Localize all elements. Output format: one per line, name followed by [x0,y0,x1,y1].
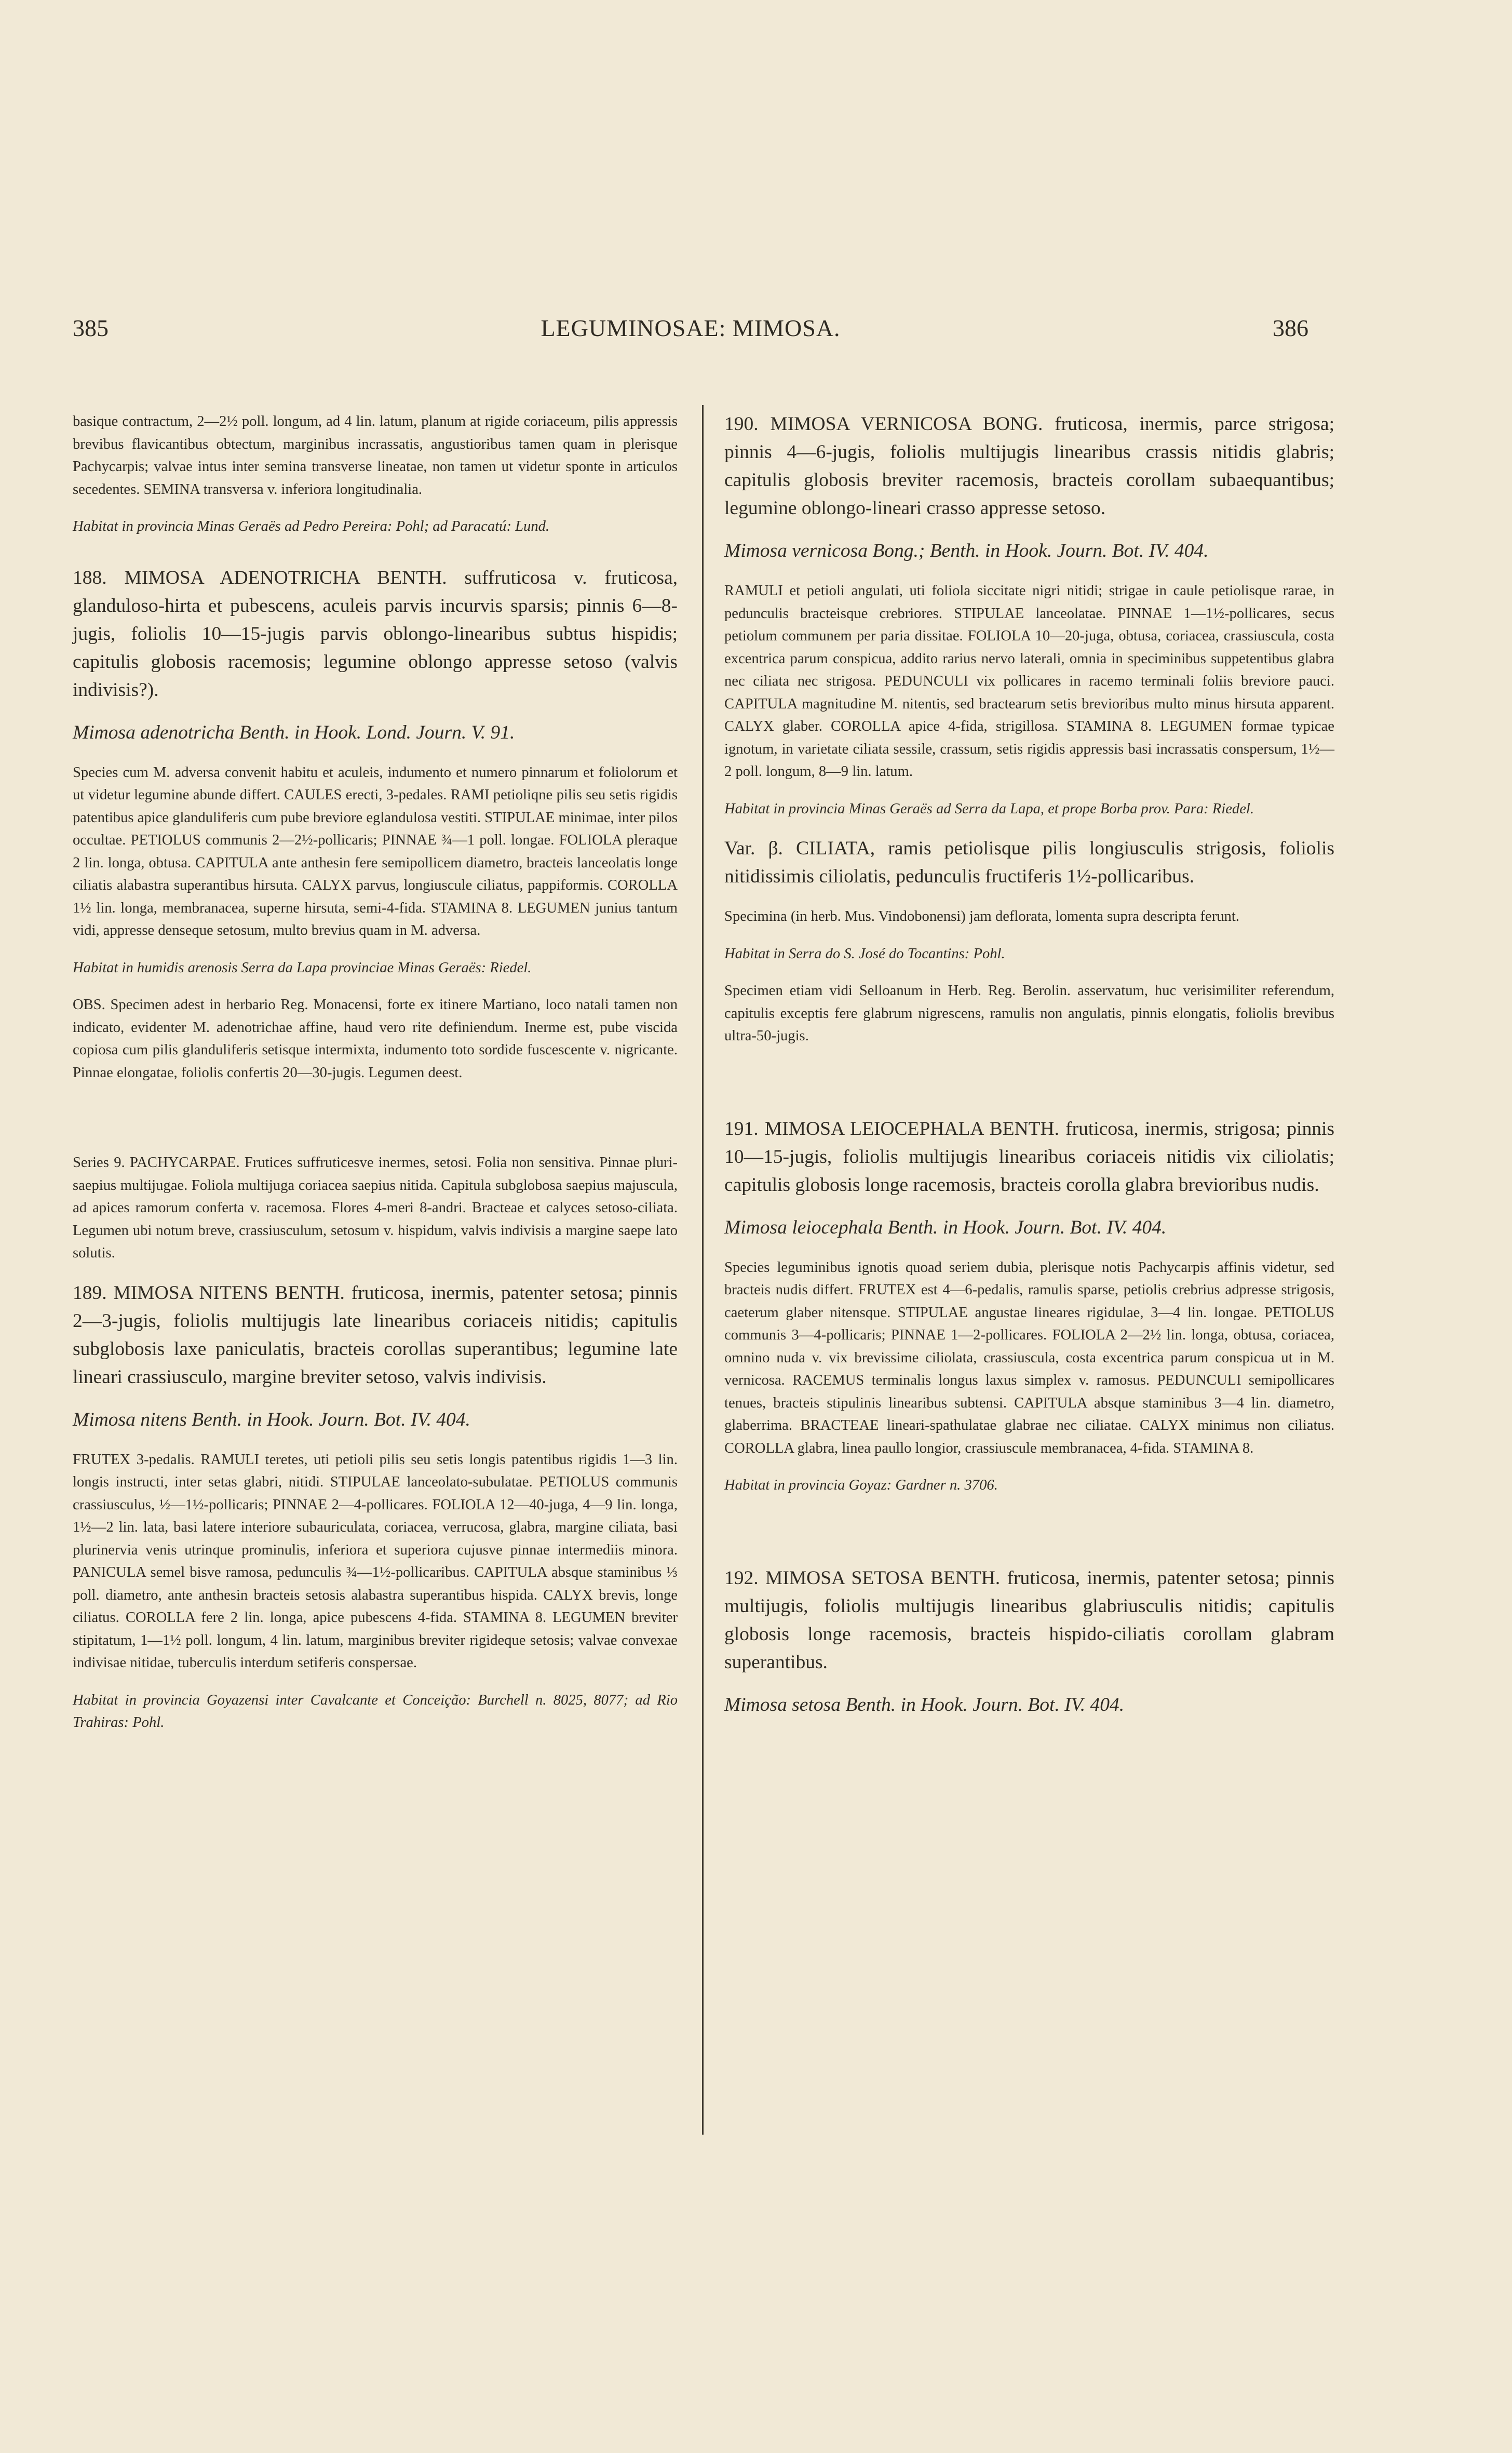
running-title: LEGUMINOSAE: MIMOSA. [541,315,841,341]
citation-188: Mimosa adenotricha Benth. in Hook. Lond. Journ. V. 91. [73,721,515,743]
citation-192: Mimosa setosa Benth. in Hook. Journ. Bot. IV. 404. [724,1694,1125,1715]
habitat-191: Habitat in provincia Goyaz: Gardner n. 3706. [724,1477,998,1493]
citation-190: Mimosa vernicosa Bong.; Benth. in Hook. Journ. Bot. IV. 404. [724,540,1209,561]
description-188: Species cum M. adversa convenit habitu et aculeis, indumento et numero pinnarum et foliolorum et ut videtur legumine abunde differt. CAULES erecti, 3-pedales. RAMI petioliqne pilis seu setis rigidis patentibus apice glanduliferis cum pube breviore eglandulosa vestiti. STIPULAE minimae, inter pilos occultae. PETIOLUS communis 2—2½-pollicaris; PINNAE ¾—1 poll. longae. FOLIOLA pleraque 2 lin. longa, obtusa. CAPITULA ante anthesin fere semipollicem diametro, bracteis lanceolatis longe ciliatis alabastra superantibus hirsuta. CALYX parvus, longiuscule ciliatus, pappiformis. COROLLA 1½ lin. longa, membranacea, superne hirsuta, semi-4-fida. STAMINA 8. LEGUMEN junius tantum vidi, appresse denseque setosum, multo brevius quam in M. adversa. [73,764,678,939]
variety-beta-ciliata: Var. β. CILIATA, ramis petiolisque pilis longiusculis strigosis, foliolis nitidissimis ciliolatis, pedunculis fructiferis 1½-pollicaribus. [724,838,1334,887]
species-heading-189: 189. MIMOSA NITENS BENTH. fruticosa, inermis, patenter setosa; pinnis 2—3-jugis, foliolis multijugis late linearibus coriaceis nitidis; capitulis subglobosis laxe paniculatis, bracteis corollas superantibus; legumine late lineari crassiusculo, margine breviter setoso, valvis indivisis. [73,1282,678,1388]
selloanum-note: Specimen etiam vidi Selloanum in Herb. Reg. Berolin. asservatum, huc verisimiliter referendum, capitulis exceptis fere glabrum nigrescens, ramulis non angulatis, pinnis elongatis, foliolis brevibus ultra-50-jugis. [724,983,1334,1044]
description-191: Species leguminibus ignotis quoad seriem dubia, plerisque notis Pachycarpis affinis videtur, sed bracteis nudis differt. FRUTEX est 4—6-pedalis, ramulis sparse, petiolis crebrius adpresse strigosis, caeterum glaber nitensque. STIPULAE angustae lineares rigidulae, 3—4 lin. longae. PETIOLUS communis 3—4-pollicaris; PINNAE 1—2-pollicares. FOLIOLA 2—2½ lin. longa, obtusa, coriacea, omnino nuda v. vix brevissime ciliolata, crassiuscula, costa excentrica parum conspicua ut in M. vernicosa. RACEMUS terminalis longus laxus simplex v. ramosus. PEDUNCULI semipollicares tenues, bracteis stipulinis linearibus subtensi. CAPITULA absque staminibus 3—4 lin. diametro, glaberrima. BRACTEAE lineari-spathulatae glabrae nec ciliatae. CALYX minimus non ciliatus. COROLLA glabra, linea paullo longior, crassiuscule membranacea, 4-fida. STAMINA 8. [724,1259,1334,1456]
habitat-note: Habitat in provincia Minas Geraës ad Pedro Pereira: Pohl; ad Paracatú: Lund. [73,518,550,534]
habitat-variety: Habitat in Serra do S. José do Tocantins: Pohl. [724,945,1005,962]
page-header [73,314,1308,351]
right-column [724,410,1334,1719]
description-190: RAMULI et petioli angulati, uti foliola siccitate nigri nitidi; strigae in caule petiolisque rarae, in pedunculis bracteisque crebriores. STIPULAE lanceolatae. PINNAE 1—1½-pollicares, secus petiolum communem per paria dissitae. FOLIOLA 10—20-juga, obtusa, coriacea, crassiuscula, costa excentrica parum conspicua, addito rarius nervo laterali, omnia in speciminibus suppetentibus glabra nec ciliata nec strigosa. PEDUNCULI vix pollicares in racemo terminali foliis breviore pauci. CAPITULA magnitudine M. nitentis, sed bractearum setis brevioribus multo minus hirsuta apparent. CALYX glaber. COROLLA apice 4-fida, strigillosa. STAMINA 8. LEGUMEN formae typicae ignotum, in varietate ciliata sessile, crassum, setis rigidis appressis basi incrassatis conspersum, 1½—2 poll. longum, 8—9 lin. latum. [724,583,1334,780]
citation-191: Mimosa leiocephala Benth. in Hook. Journ. Bot. IV. 404. [724,1216,1167,1238]
legume-description-continued: basique contractum, 2—2½ poll. longum, ad 4 lin. latum, planum at rigide coriaceum, pilis appressis brevibus flavicantibus obtectum, marginibus incrassatis, angustioribus tamen quam in plerisque Pachycarpis; valvae intus inter semina transverse lineatae, non tamen ut videtur sponte in articulos secedentes. SEMINA transversa v. inferiora longitudinalia. [73,413,678,498]
specimen-note: Specimina (in herb. Mus. Vindobonensi) jam deflorata, lomenta supra descripta ferunt. [724,908,1239,924]
page-number-right: 386 [1273,315,1308,341]
left-column [73,410,678,1734]
species-heading-190: 190. MIMOSA VERNICOSA BONG. fruticosa, inermis, parce strigosa; pinnis 4—6-jugis, foliolis multijugis linearibus crassis nitidis glabris; capitulis globosis breviter racemosis, bracteis corollam subaequantibus; legumine oblongo-lineari crasso appresse setoso. [724,413,1334,519]
habitat-188: Habitat in humidis arenosis Serra da Lapa provinciae Minas Geraës: Riedel. [73,959,532,976]
species-heading-192: 192. MIMOSA SETOSA BENTH. fruticosa, inermis, patenter setosa; pinnis multijugis, foliolis multijugis linearibus glabriusculis nitidis; capitulis globosis longe racemosis, bracteis hispido-ciliatis corollam glabram superantibus. [724,1567,1334,1673]
page-number-left: 385 [73,315,109,341]
species-heading-191: 191. MIMOSA LEIOCEPHALA BENTH. fruticosa, inermis, strigosa; pinnis 10—15-jugis, foliolis multijugis linearibus coriaceis nitidis vix ciliolatis; capitulis globosis longe racemosis, bracteis corolla glabra brevioribus nudis. [724,1118,1334,1196]
habitat-189: Habitat in provincia Goyazensi inter Cavalcante et Conceição: Burchell n. 8025, 8077; ad Rio Trahiras: Pohl. [73,1692,678,1731]
series-9-pachycarpae: Series 9. PACHYCARPAE. Frutices suffruticesve inermes, setosi. Folia non sensitiva. Pinnae pluri- saepius multijugae. Foliola multijuga coriacea saepius nitida. Capitula subglobosa saepius majuscula, ad apices ramorum conferta v. racemosa. Flores 4-meri 8-andri. Bracteae et calyces setoso-ciliata. Legumen ubi notum breve, crassiusculum, setosum v. hispidum, valvis indivisis a margine saepe lato solutis. [73,1155,678,1261]
habitat-190: Habitat in provincia Minas Geraës ad Serra da Lapa, et prope Borba prov. Para: Riedel. [724,800,1254,817]
observation-188: OBS. Specimen adest in herbario Reg. Monacensi, forte ex itinere Martiano, loco natali tamen non indicato, evidenter M. adenotrichae affine, haud vero rite definiendum. Inerme est, pube viscida copiosa cum pilis glanduliferis setisque intermixta, indumento toto sordide fuscescente v. nigricante. Pinnae elongatae, foliolis confertis 20—30-jugis. Legumen deest. [73,997,678,1081]
species-heading-188: 188. MIMOSA ADENOTRICHA BENTH. suffruticosa v. fruticosa, glanduloso-hirta et pubescens, aculeis parvis incurvis sparsis; pinnis 6—8-jugis, foliolis 10—15-jugis parvis oblongo-linearibus subtus hispidis; capitulis globosis racemosis; legumine oblongo appresse setoso (valvis indivisis?). [73,567,678,701]
citation-189: Mimosa nitens Benth. in Hook. Journ. Bot. IV. 404. [73,1409,470,1430]
column-divider [702,405,704,2135]
description-189: FRUTEX 3-pedalis. RAMULI teretes, uti petioli pilis seu setis longis patentibus rigidis 1—3 lin. longis instructi, inter setas glabri, nitidi. STIPULAE lanceolato-subulatae. PETIOLUS communis crassiusculus, ½—1½-pollicaris; PINNAE 2—4-pollicares. FOLIOLA 12—40-juga, 4—9 lin. longa, 1½—2 lin. lata, basi latere interiore subauriculata, coriacea, verrucosa, glabra, margine ciliata, basi plurinervia venis utrinque prominulis, inferiora et superiora cujusve pinnae intermediis minora. PANICULA semel bisve ramosa, pedunculis ¾—1½-pollicaribus. CAPITULA absque staminibus ⅓ poll. diametro, ante anthesin bracteis setosis alabastra superantibus hispida. CALYX brevis, longe ciliatus. COROLLA fere 2 lin. longa, apice pubescens 4-fida. STAMINA 8. LEGUMEN breviter stipitatum, 1—1½ poll. longum, 4 lin. latum, marginibus breviter rigideque setosis; valvae convexae indivisae nitidae, tuberculis interdum setiferis conspersae. [73,1451,678,1671]
